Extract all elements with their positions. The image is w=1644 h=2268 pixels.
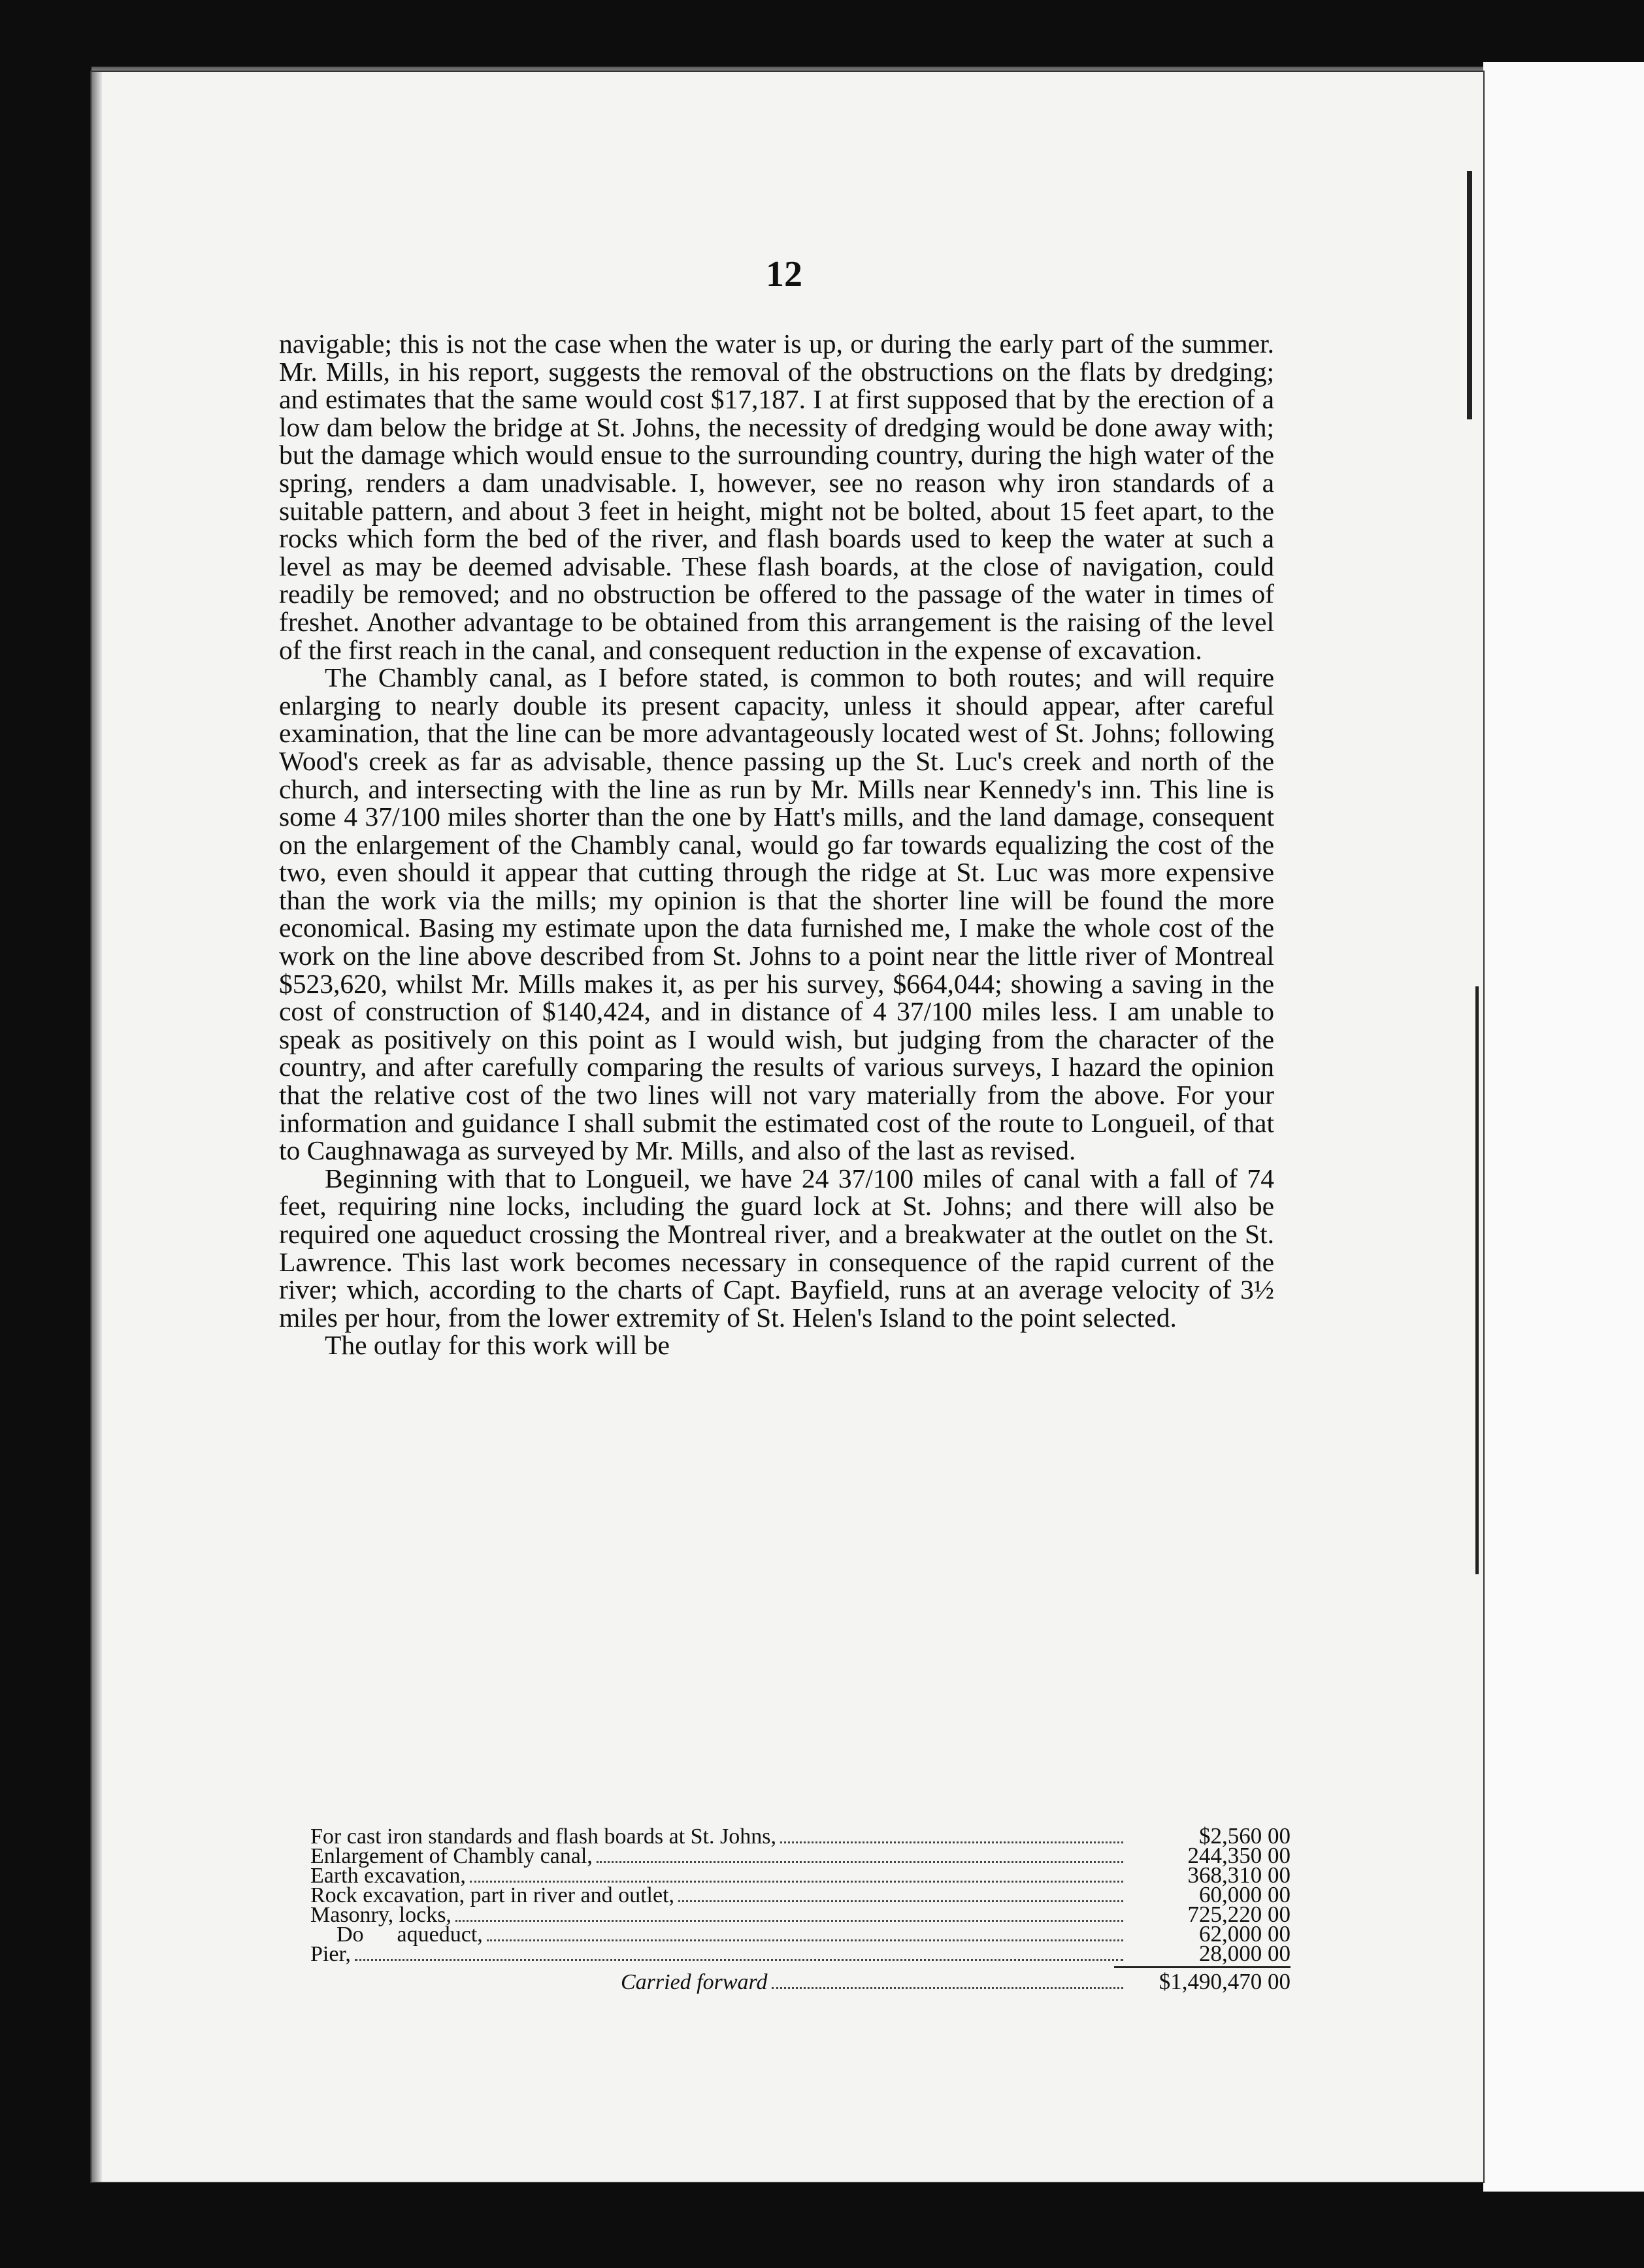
ledger-label: Earth excavation, [310, 1864, 466, 1888]
leader-dots [470, 1869, 1123, 1883]
ledger-row [310, 1882, 1291, 1907]
leader-dots [597, 1849, 1123, 1863]
facing-page-strip [1483, 62, 1644, 2192]
leader-dots [772, 1975, 1123, 1989]
leader-dots [780, 1830, 1123, 1843]
binding-mark [1467, 171, 1472, 419]
total-amount: $1,490,470 00 [1159, 1969, 1291, 1994]
ledger-amount: 62,000 00 [1199, 1921, 1291, 1947]
page-left-edge [91, 72, 102, 2182]
paragraph: Beginning with that to Longueil, we have 24 37/100 miles of canal with a fall of 74 feet, requiring nine locks, including the guard lock at St. Johns; and there will also be required one aqueduct crossing the Montreal river, and a breakwater at the outlet on the St. Lawrence. This last work becomes necessary in consequence of the rapid current of the river; which, according to the charts of Capt. Bayfield, runs at an average velocity of 3½ miles per hour, from the lower extremity of St. Helen's Island to the point selected. [279, 1163, 1274, 1333]
ledger-row [310, 1823, 1291, 1849]
ledger-row [310, 1862, 1291, 1888]
ledger-row [310, 1921, 1291, 1947]
binding-mark [1475, 986, 1479, 1574]
ledger-label: Do aqueduct, [337, 1922, 483, 1947]
cost-ledger [310, 1823, 1291, 1994]
ledger-amount: $2,560 00 [1199, 1823, 1291, 1849]
leader-dots [678, 1888, 1123, 1902]
ledger-amount: 725,220 00 [1187, 1902, 1291, 1927]
ledger-amount: 28,000 00 [1199, 1941, 1291, 1966]
ledger-amount: 244,350 00 [1187, 1843, 1291, 1868]
paragraph: The outlay for this work will be [325, 1330, 670, 1361]
ledger-row [310, 1941, 1291, 1966]
paragraph: navigable; this is not the case when the water is up, or during the early part of the summer. Mr. Mills, in his report, suggests the removal of the obstructions on the flats by dredging; and estimates that the same would cost $17,187. I at first supposed that by the erection of a low dam below the bridge at St. Johns, the necessity of dredging would be done away with; but the damage which would ensue to the surrounding country, during the high water of the spring, renders a dam unadvisable. I, however, see no reason why iron standards of a suitable pattern, and about 3 feet in height, might not be bolted, about 15 feet apart, to the rocks which form the bed of the river, and flash boards used to keep the water at such a level as may be deemed advisable. These flash boards, at the close of navigation, could readily be removed; and no obstruction be offered to the passage of the water in times of freshet. Another advantage to be obtained from this arrangement is the raising of the level of the first reach in the canal, and consequent reduction in the expense of excavation. [279, 329, 1274, 665]
ledger-total-row [310, 1969, 1291, 1994]
ledger-row [310, 1843, 1291, 1868]
ledger-label: For cast iron standards and flash boards at St. Johns, [310, 1824, 776, 1849]
leader-dots [455, 1908, 1123, 1922]
ledger-row [310, 1902, 1291, 1927]
leader-dots [487, 1928, 1123, 1941]
ledger-label: Rock excavation, part in river and outlet, [310, 1883, 675, 1907]
leader-dots [355, 1947, 1123, 1961]
ledger-label: Masonry, locks, [310, 1903, 452, 1927]
body-text [279, 330, 1274, 1359]
total-label: Carried forward [621, 1970, 768, 1994]
ledger-label: Enlargement of Chambly canal, [310, 1844, 593, 1868]
ledger-amount: 368,310 00 [1187, 1862, 1291, 1888]
total-rule [1114, 1966, 1291, 1968]
page-number: 12 [766, 254, 802, 295]
ledger-amount: 60,000 00 [1199, 1882, 1291, 1907]
ledger-label: Pier, [310, 1942, 351, 1966]
paragraph: The Chambly canal, as I before stated, is common to both routes; and will require enlarging to nearly double its present capacity, unless it should appear, after careful examination, that the line can be more advantageously located west of St. Johns; following Wood's creek as far as advisable, thence passing up the St. Luc's creek and north of the church, and intersecting with the line as run by Mr. Mills near Kennedy's inn. This line is some 4 37/100 miles shorter than the one by Hatt's mills, and the land damage, consequent on the enlargement of the Chambly canal, would go far towards equalizing the cost of the two, even should it appear that cutting through the ridge at St. Luc was more expensive than the work via the mills; my opinion is that the shorter line will be found the more economical. Basing my estimate upon the data furnished me, I make the whole cost of the work on the line above described from St. Johns to a point near the little river of Montreal $523,620, whilst Mr. Mills makes it, as per his survey, $664,044; showing a saving in the cost of construction of $140,424, and in distance of 4 37/100 miles less. I am unable to speak as positively on this point as I would wish, but judging from the character of the country, and after carefully comparing the results of various surveys, I hazard the opinion that the relative cost of the two lines will not vary materially from the above. For your information and guidance I shall submit the estimated cost of the route to Longueil, of that to Caughnawaga as surveyed by Mr. Mills, and also of the last as revised. [279, 662, 1274, 1166]
